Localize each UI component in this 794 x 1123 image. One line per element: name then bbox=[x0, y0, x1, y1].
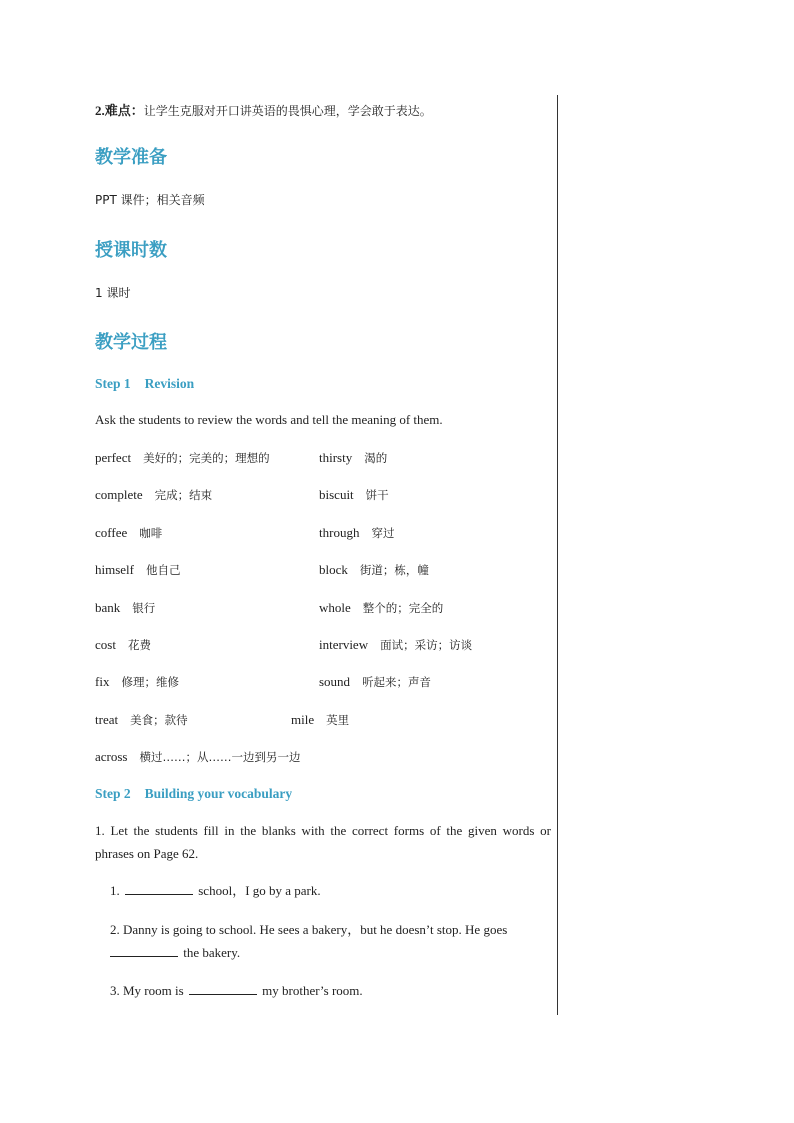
vocab-meaning: 渴的 bbox=[364, 451, 388, 465]
difficulty-label: 2.难点： bbox=[95, 103, 144, 118]
vocab-meaning: 修理；维修 bbox=[121, 675, 179, 690]
vocab-entry bbox=[319, 600, 443, 616]
vocab-entry bbox=[319, 637, 472, 653]
vocab-entry bbox=[319, 487, 389, 503]
vocab-word: sound bbox=[319, 674, 351, 690]
vocab-word: coffee bbox=[95, 524, 128, 540]
vocab-meaning: 咖啡 bbox=[139, 525, 163, 540]
prep-heading: 教学准备 bbox=[95, 147, 167, 168]
vocab-meaning: 美食；款待 bbox=[130, 712, 188, 727]
step1-number: Step 1 bbox=[95, 376, 131, 391]
process-heading: 教学过程 bbox=[95, 332, 167, 353]
step1-intro: Ask the students to review the words and tell the meaning of them. bbox=[95, 412, 443, 427]
step2-intro: 1. Let the students fill in the blanks with the correct forms of the given words or phrases on Page 62. bbox=[95, 823, 551, 861]
vocab-meaning: 整个的；完全的 bbox=[362, 600, 444, 615]
step2-heading bbox=[95, 786, 292, 802]
vocab-entry bbox=[319, 674, 431, 690]
vocab-word: across bbox=[95, 749, 128, 765]
vocab-meaning: 银行 bbox=[132, 600, 156, 615]
vocab-word: perfect bbox=[95, 450, 132, 465]
vocab-word: cost bbox=[95, 637, 116, 652]
vocab-word: mile bbox=[291, 711, 315, 727]
vocab-meaning: 街道；栋，幢 bbox=[359, 563, 429, 578]
vocab-entry bbox=[291, 712, 349, 728]
vocab-meaning: 英里 bbox=[326, 712, 350, 727]
question-1 bbox=[110, 879, 551, 902]
vocab-entry bbox=[319, 525, 394, 541]
vocab-entry bbox=[95, 637, 151, 653]
vocab-word: complete bbox=[95, 487, 143, 503]
time-text: 1 课时 bbox=[95, 286, 131, 300]
vocab-entry bbox=[319, 450, 387, 466]
vocab-entry bbox=[95, 749, 301, 765]
q1-number: 1. bbox=[110, 883, 120, 898]
vocab-word: himself bbox=[95, 562, 134, 578]
vocab-word: block bbox=[319, 562, 348, 578]
vocab-meaning: 他自己 bbox=[146, 563, 181, 578]
vocab-entry bbox=[95, 450, 270, 466]
vocab-word: bank bbox=[95, 599, 121, 615]
vocab-word: fix bbox=[95, 674, 110, 690]
vocab-word: through bbox=[319, 524, 360, 540]
vocab-meaning: 面试；采访；访谈 bbox=[380, 638, 473, 652]
vocab-entry bbox=[95, 674, 179, 690]
vocab-meaning: 美好的；完美的；理想的 bbox=[143, 451, 270, 465]
vocab-word: whole bbox=[319, 599, 351, 615]
vocab-meaning: 听起来；声音 bbox=[362, 675, 432, 690]
step2-title: Building your vocabulary bbox=[144, 786, 293, 801]
q2-text: 2. Danny is going to school. He sees a bakery，but he doesn’t stop. He goes bbox=[110, 922, 508, 937]
time-heading: 授课时数 bbox=[95, 240, 167, 261]
q3-blank bbox=[189, 982, 257, 995]
q2-blank bbox=[110, 944, 178, 957]
q1-text: school，I go by a park. bbox=[198, 883, 321, 898]
step1-title: Revision bbox=[144, 376, 195, 391]
vocab-word: thirsty bbox=[319, 450, 353, 465]
vocab-entry bbox=[95, 525, 162, 541]
step2-number: Step 2 bbox=[95, 786, 131, 801]
vocab-entry bbox=[95, 562, 181, 578]
vocab-entry bbox=[319, 562, 429, 578]
difficulty-line bbox=[95, 100, 432, 119]
margin-rule bbox=[557, 95, 558, 1015]
vocab-meaning: 花费 bbox=[127, 638, 151, 652]
question-3 bbox=[110, 979, 551, 1002]
question-2 bbox=[110, 918, 551, 964]
vocab-meaning: 穿过 bbox=[371, 525, 395, 540]
q1-blank bbox=[125, 882, 193, 895]
vocab-word: treat bbox=[95, 711, 119, 727]
vocab-meaning: 横过……；从……一边到另一边 bbox=[139, 750, 301, 765]
vocab-word: biscuit bbox=[319, 487, 354, 503]
q2-tail: the bakery. bbox=[183, 945, 241, 960]
difficulty-text: 让学生克服对开口讲英语的畏惧心理，学会敢于表达。 bbox=[143, 104, 432, 118]
vocab-meaning: 饼干 bbox=[365, 488, 389, 503]
vocab-meaning: 完成；结束 bbox=[154, 488, 213, 503]
vocab-entry bbox=[95, 487, 212, 503]
vocab-entry bbox=[95, 712, 188, 728]
step1-heading bbox=[95, 376, 194, 392]
prep-text: PPT 课件；相关音频 bbox=[95, 193, 205, 207]
q3-tail: my brother’s room. bbox=[262, 983, 363, 998]
vocab-entry bbox=[95, 600, 155, 616]
vocab-word: interview bbox=[319, 637, 369, 652]
q3-text: 3. My room is bbox=[110, 983, 184, 998]
